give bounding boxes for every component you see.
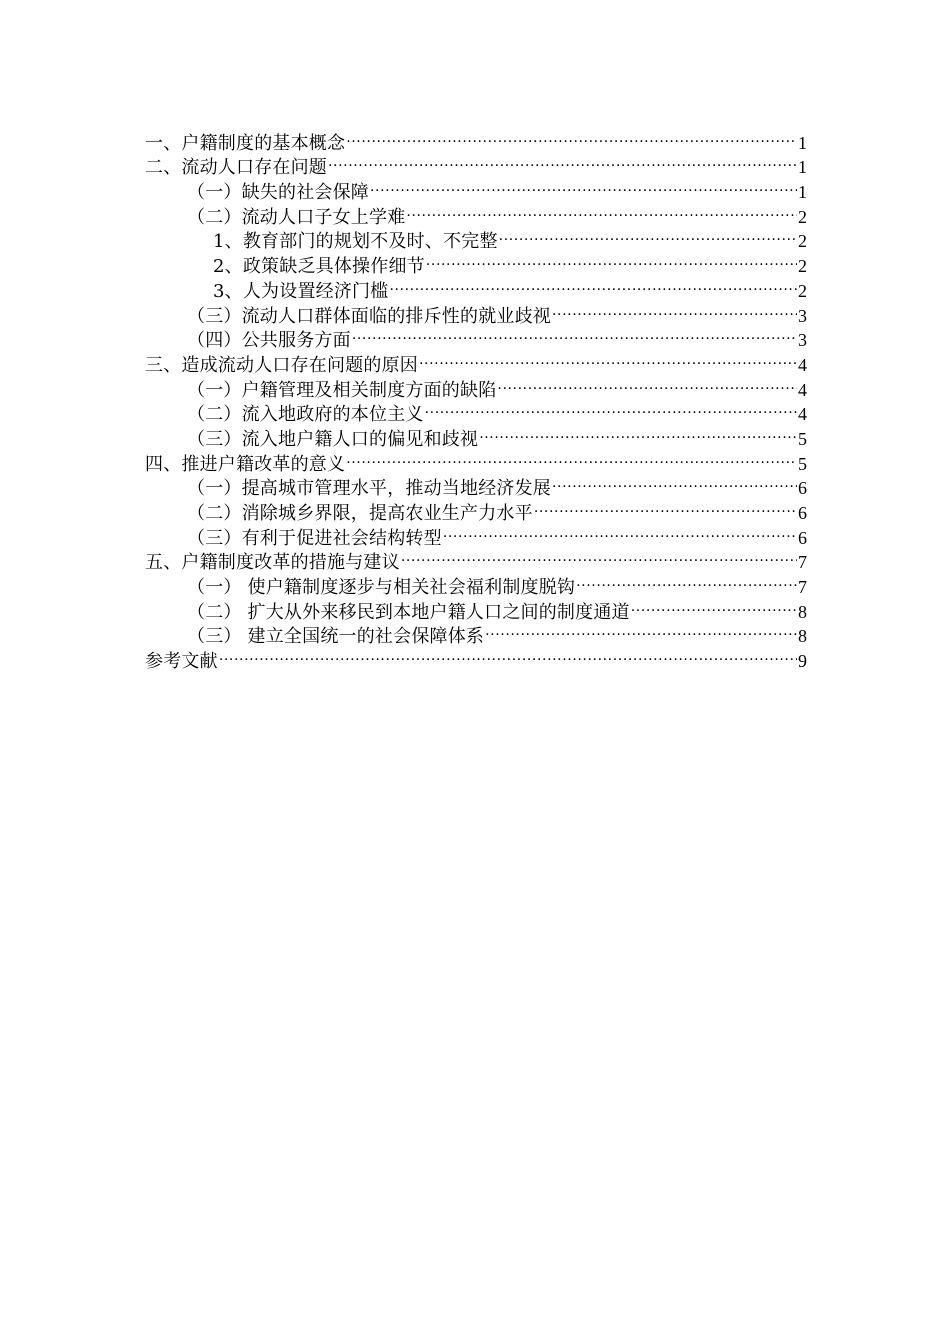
toc-entry-title: 二、流动人口存在问题	[145, 157, 327, 179]
dot-leader	[497, 371, 797, 396]
toc-entry-title: （三）有利于促进社会结构转型	[187, 527, 442, 549]
toc-entry-page-number: 4	[798, 404, 807, 425]
toc-entry-page-number: 3	[798, 330, 807, 351]
toc-entry-title: （三）流入地户籍人口的偏见和歧视	[187, 428, 479, 450]
dot-leader	[406, 198, 797, 223]
dot-leader	[552, 470, 797, 495]
dot-leader	[346, 445, 797, 470]
toc-entry-title: （三）流动人口群体面临的排斥性的就业歧视	[187, 305, 551, 327]
toc-entry-page-number: 4	[798, 379, 807, 400]
toc-entry-page-number: 1	[798, 132, 807, 153]
toc-entry-page-number: 1	[798, 182, 807, 203]
toc-entry-page-number: 2	[798, 231, 807, 252]
toc-entry-title: （二）流入地政府的本位主义	[187, 404, 424, 426]
dot-leader	[534, 494, 797, 519]
dot-leader	[328, 149, 797, 174]
dot-leader	[552, 297, 797, 322]
toc-entry-page-number: 5	[798, 453, 807, 474]
toc-entry-title: （一）提高城市管理水平，推动当地经济发展	[187, 478, 551, 500]
toc-entry-page-number: 6	[798, 478, 807, 499]
toc-entry-page-number: 6	[798, 527, 807, 548]
toc-entry-page-number: 6	[798, 503, 807, 523]
toc-entry-page-number: 2	[798, 280, 807, 301]
toc-entry-page-number: 3	[798, 305, 807, 326]
toc-entry-title: 2、政策缺乏具体操作细节	[213, 256, 425, 278]
dot-leader	[219, 642, 797, 667]
toc-entry-title: （二）消除城乡界限，提高农业生产力水平	[187, 503, 533, 524]
dot-leader	[346, 124, 797, 149]
dot-leader	[499, 223, 797, 248]
dot-leader	[370, 173, 797, 198]
toc-entry-page-number: 4	[798, 354, 807, 375]
toc-entry-title: 五、户籍制度改革的措施与建议	[145, 552, 400, 574]
toc-entry-title: 三、造成流动人口存在问题的原因	[145, 354, 418, 376]
toc-entry-page-number: 8	[798, 601, 807, 622]
toc-entry[interactable]	[145, 124, 807, 154]
toc-entry-page-number: 1	[798, 157, 807, 178]
toc-entry-page-number: 2	[798, 206, 807, 227]
dot-leader	[389, 272, 797, 297]
toc-entry-title: （一） 使户籍制度逐步与相关社会福利制度脱钩	[187, 577, 576, 599]
toc-entry-title: （四）公共服务方面	[187, 330, 351, 352]
dot-leader	[631, 593, 797, 618]
dot-leader	[401, 544, 797, 569]
toc-entry-title: 一、户籍制度的基本概念	[145, 132, 346, 154]
toc-entry[interactable]	[145, 642, 807, 673]
toc-entry-title: （三） 建立全国统一的社会保障体系	[187, 626, 485, 648]
dot-leader	[425, 396, 797, 421]
dot-leader	[426, 247, 797, 272]
dot-leader	[485, 618, 797, 643]
toc-entry-title: 3、人为设置经济门槛	[213, 280, 389, 302]
dot-leader	[443, 519, 797, 544]
toc-entry-title: （一）缺失的社会保障	[187, 182, 369, 204]
toc-entry-title: （一）户籍管理及相关制度方面的缺陷	[187, 379, 497, 401]
dot-leader	[352, 322, 797, 347]
toc-entry-title: （二） 扩大从外来移民到本地户籍人口之间的制度通道	[187, 601, 630, 623]
toc-entry-title: （二）流动人口子女上学难	[187, 206, 406, 228]
dot-leader	[576, 568, 797, 593]
toc-entry-page-number: 9	[798, 651, 807, 672]
toc-entry-page-number: 7	[798, 552, 807, 573]
toc-entry-title: 1、教育部门的规划不及时、不完整	[213, 231, 498, 253]
toc-entry-page-number: 8	[798, 626, 807, 647]
toc-entry-page-number: 2	[798, 256, 807, 277]
toc-entry-page-number: 7	[798, 577, 807, 598]
toc-entry-title: 参考文献	[145, 651, 218, 673]
table-of-contents	[145, 124, 807, 673]
toc-entry-page-number: 5	[798, 428, 807, 449]
dot-leader	[419, 346, 797, 371]
toc-entry-title: 四、推进户籍改革的意义	[145, 453, 346, 475]
dot-leader	[479, 420, 797, 445]
